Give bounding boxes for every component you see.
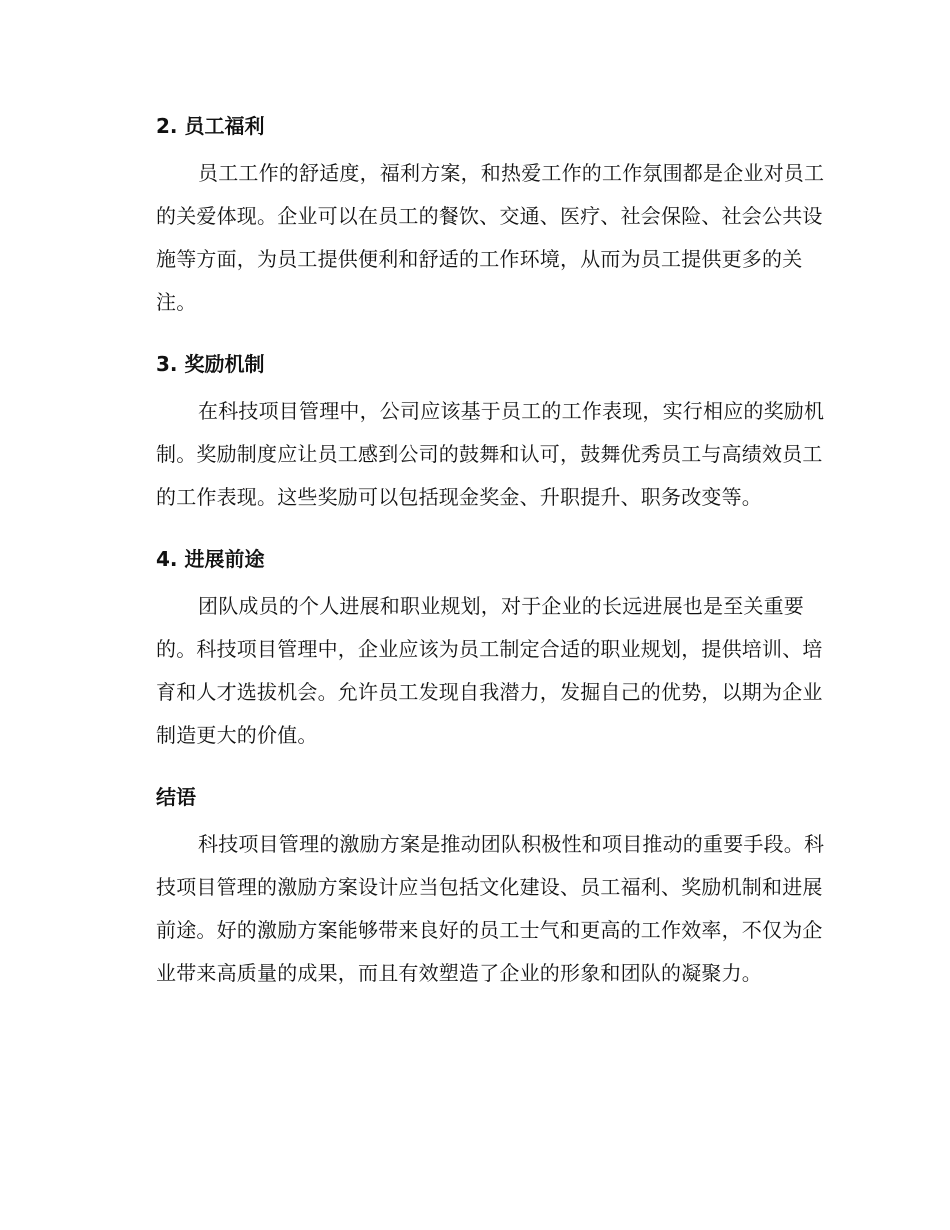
paragraph-line: 制造更大的价值。 [156, 723, 318, 747]
paragraph-line: 业带来高质量的成果，而且有效塑造了企业的形象和团队的凝聚力。 [156, 961, 762, 985]
paragraph-line: 团队成员的个人进展和职业规划，对于企业的长远进展也是至关重要 [198, 594, 804, 618]
paragraph-line: 注。 [156, 290, 197, 314]
section-heading-reward-mechanism: 3. 奖励机制 [156, 352, 265, 376]
paragraph-line: 育和人才选拔机会。允许员工发现自我潜力，发掘自己的优势，以期为企业 [156, 680, 823, 704]
paragraph-career-development [114, 592, 830, 764]
paragraph-line: 施等方面，为员工提供便利和舒适的工作环境，从而为员工提供更多的关 [156, 247, 803, 271]
paragraph-line: 的。科技项目管理中，企业应该为员工制定合适的职业规划，提供培训、培 [156, 637, 823, 661]
paragraph-line: 的工作表现。这些奖励可以包括现金奖金、升职提升、职务改变等。 [156, 485, 762, 509]
paragraph-employee-benefits [114, 159, 830, 331]
paragraph-line: 的关爱体现。企业可以在员工的餐饮、交通、医疗、社会保险、社会公共设 [156, 204, 823, 228]
paragraph-line: 在科技项目管理中，公司应该基于员工的工作表现，实行相应的奖励机 [198, 399, 825, 423]
paragraph-line: 科技项目管理的激励方案是推动团队积极性和项目推动的重要手段。科 [198, 832, 825, 856]
section-heading-conclusion: 结语 [156, 785, 196, 809]
document-page [114, 106, 830, 1002]
section-heading-employee-benefits: 2. 员工福利 [156, 114, 265, 138]
paragraph-line: 技项目管理的激励方案设计应当包括文化建设、员工福利、奖励机制和进展 [156, 875, 823, 899]
paragraph-conclusion [114, 830, 830, 1002]
section-heading-career-development: 4. 进展前途 [156, 547, 265, 571]
paragraph-line: 员工工作的舒适度，福利方案，和热爱工作的工作氛围都是企业对员工 [198, 161, 825, 185]
paragraph-reward-mechanism [114, 397, 830, 526]
paragraph-line: 制。奖励制度应让员工感到公司的鼓舞和认可，鼓舞优秀员工与高绩效员工 [156, 442, 823, 466]
paragraph-line: 前途。好的激励方案能够带来良好的员工士气和更高的工作效率，不仅为企 [156, 918, 823, 942]
